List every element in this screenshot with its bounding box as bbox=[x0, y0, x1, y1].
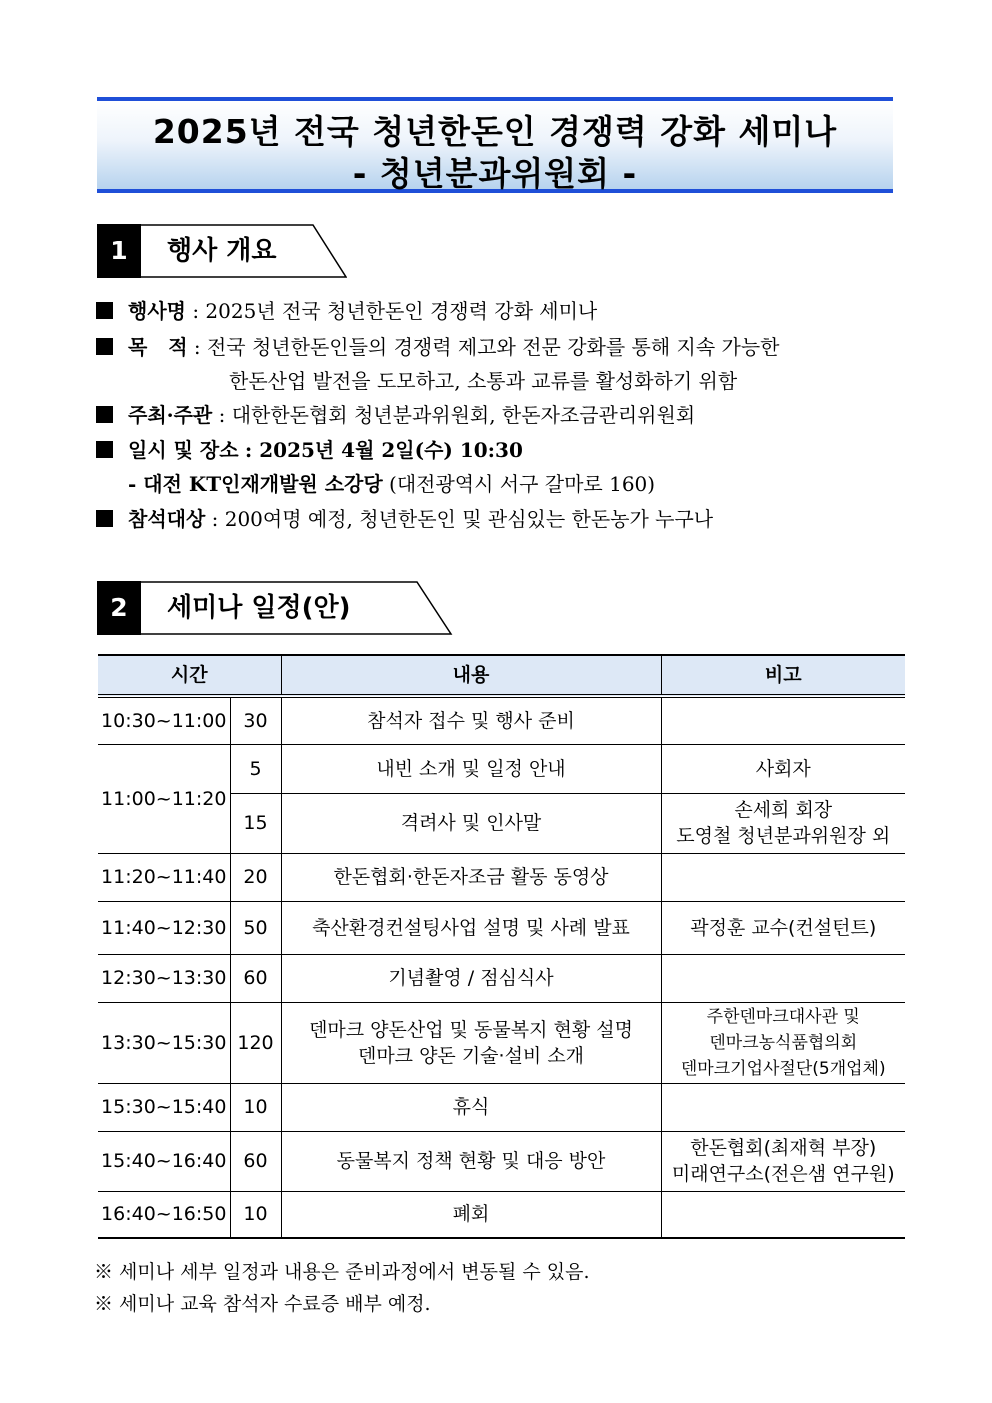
cell-content: 축산환경컨설팅사업 설명 및 사례 발표 bbox=[281, 901, 661, 954]
table-row bbox=[98, 696, 905, 744]
cell-minutes: 5 bbox=[230, 744, 281, 793]
cell-minutes: 60 bbox=[230, 1131, 281, 1191]
note-line: 손세희 회장 bbox=[734, 799, 833, 821]
note-line: 미래연구소(전은샘 연구원) bbox=[671, 1163, 895, 1185]
cell-time: 13:30~15:30 bbox=[98, 1002, 230, 1083]
header-note: 비고 bbox=[661, 655, 905, 696]
bullet-square-icon bbox=[96, 406, 113, 423]
table-row bbox=[98, 1002, 905, 1083]
table-row bbox=[98, 954, 905, 1002]
cell-content bbox=[281, 1002, 661, 1083]
overview-item-name: 행사명 : 2025년 전국 청년한돈인 경쟁력 강화 세미나 bbox=[96, 296, 597, 326]
cell-note bbox=[661, 696, 905, 744]
overview-item-datetime: 일시 및 장소 : 2025년 4월 2일(수) 10:30 bbox=[96, 435, 523, 465]
cell-content: 폐회 bbox=[281, 1191, 661, 1238]
section1-title: 행사 개요 bbox=[167, 236, 277, 266]
cell-minutes: 50 bbox=[230, 901, 281, 954]
bullet-square-icon bbox=[96, 441, 113, 458]
title-box bbox=[97, 97, 893, 193]
footnote: ※ 세미나 교육 참석자 수료증 배부 예정. bbox=[94, 1293, 431, 1315]
cell-note bbox=[661, 793, 905, 853]
cell-time: 15:40~16:40 bbox=[98, 1131, 230, 1191]
section2-tab bbox=[141, 581, 453, 635]
overview-item-purpose-cont: 한돈산업 발전을 도모하고, 소통과 교류를 활성화하기 위함 bbox=[229, 369, 738, 393]
cell-time: 16:40~16:50 bbox=[98, 1191, 230, 1238]
table-row bbox=[98, 744, 905, 793]
section2-heading bbox=[97, 581, 453, 635]
schedule-table bbox=[98, 654, 905, 1239]
cell-minutes: 10 bbox=[230, 1191, 281, 1238]
section2-title: 세미나 일정(안) bbox=[167, 593, 351, 623]
overview-item-venue: - 대전 KT인재개발원 소강당 (대전광역시 서구 갈마로 160) bbox=[128, 472, 656, 496]
cell-minutes: 15 bbox=[230, 793, 281, 853]
cell-time: 11:40~12:30 bbox=[98, 901, 230, 954]
table-row bbox=[98, 1083, 905, 1131]
note-line: 도영철 청년분과위원장 외 bbox=[676, 825, 891, 847]
note-line: 주한덴마크대사관 및 bbox=[706, 1006, 860, 1027]
cell-note bbox=[661, 853, 905, 901]
cell-minutes: 30 bbox=[230, 696, 281, 744]
section1-tab bbox=[141, 224, 347, 278]
overview-item-host: 주최·주관 : 대한한돈협회 청년분과위원회, 한돈자조금관리위원회 bbox=[96, 400, 695, 430]
content-line: 덴마크 양돈 기술·설비 소개 bbox=[357, 1044, 585, 1067]
section1-number: 1 bbox=[97, 224, 141, 278]
note-line: 덴마크농식품협의회 bbox=[709, 1032, 858, 1053]
table-row bbox=[98, 853, 905, 901]
section1-heading bbox=[97, 224, 347, 278]
bullet-square-icon bbox=[96, 510, 113, 527]
bullet-square-icon bbox=[96, 338, 113, 355]
header-time: 시간 bbox=[98, 655, 281, 696]
cell-minutes: 20 bbox=[230, 853, 281, 901]
cell-note bbox=[661, 1002, 905, 1083]
table-row bbox=[98, 901, 905, 954]
overview-item-purpose: 목 적 : 전국 청년한돈인들의 경쟁력 제고와 전문 강화를 통해 지속 가능한 bbox=[96, 332, 780, 362]
cell-content: 기념촬영 / 점심식사 bbox=[281, 954, 661, 1002]
cell-note bbox=[661, 1131, 905, 1191]
table-row bbox=[98, 1131, 905, 1191]
section2-number: 2 bbox=[97, 581, 141, 635]
content-line: 덴마크 양돈산업 및 동물복지 현황 설명 bbox=[309, 1018, 633, 1041]
header-content: 내용 bbox=[281, 655, 661, 696]
cell-content: 동물복지 정책 현황 및 대응 방안 bbox=[281, 1131, 661, 1191]
document-subtitle: - 청년분과위원회 - bbox=[352, 154, 638, 193]
overview-item-attendees: 참석대상 : 200여명 예정, 청년한돈인 및 관심있는 한돈농가 누구나 bbox=[96, 504, 713, 534]
cell-time: 12:30~13:30 bbox=[98, 954, 230, 1002]
cell-minutes: 10 bbox=[230, 1083, 281, 1131]
cell-time: 11:20~11:40 bbox=[98, 853, 230, 901]
cell-minutes: 120 bbox=[230, 1002, 281, 1083]
table-row bbox=[98, 1191, 905, 1238]
note-line: 한돈협회(최재혁 부장) bbox=[690, 1137, 877, 1159]
document-title: 2025년 전국 청년한돈인 경쟁력 강화 세미나 bbox=[152, 112, 838, 151]
note-line: 덴마크기업사절단(5개업체) bbox=[680, 1058, 886, 1079]
cell-note: 사회자 bbox=[661, 744, 905, 793]
cell-content: 내빈 소개 및 일정 안내 bbox=[281, 744, 661, 793]
cell-content: 격려사 및 인사말 bbox=[281, 793, 661, 853]
footnote: ※ 세미나 세부 일정과 내용은 준비과정에서 변동될 수 있음. bbox=[94, 1261, 590, 1283]
cell-time: 15:30~15:40 bbox=[98, 1083, 230, 1131]
cell-note: 곽정훈 교수(컨설턴트) bbox=[661, 901, 905, 954]
cell-content: 참석자 접수 및 행사 준비 bbox=[281, 696, 661, 744]
footnotes bbox=[94, 1256, 590, 1320]
cell-time: 11:00~11:20 bbox=[98, 744, 230, 853]
cell-note bbox=[661, 1083, 905, 1131]
cell-note bbox=[661, 1191, 905, 1238]
cell-minutes: 60 bbox=[230, 954, 281, 1002]
cell-content: 휴식 bbox=[281, 1083, 661, 1131]
cell-content: 한돈협회·한돈자조금 활동 동영상 bbox=[281, 853, 661, 901]
cell-time: 10:30~11:00 bbox=[98, 696, 230, 744]
bullet-square-icon bbox=[96, 302, 113, 319]
table-header-row bbox=[98, 655, 905, 696]
cell-note bbox=[661, 954, 905, 1002]
